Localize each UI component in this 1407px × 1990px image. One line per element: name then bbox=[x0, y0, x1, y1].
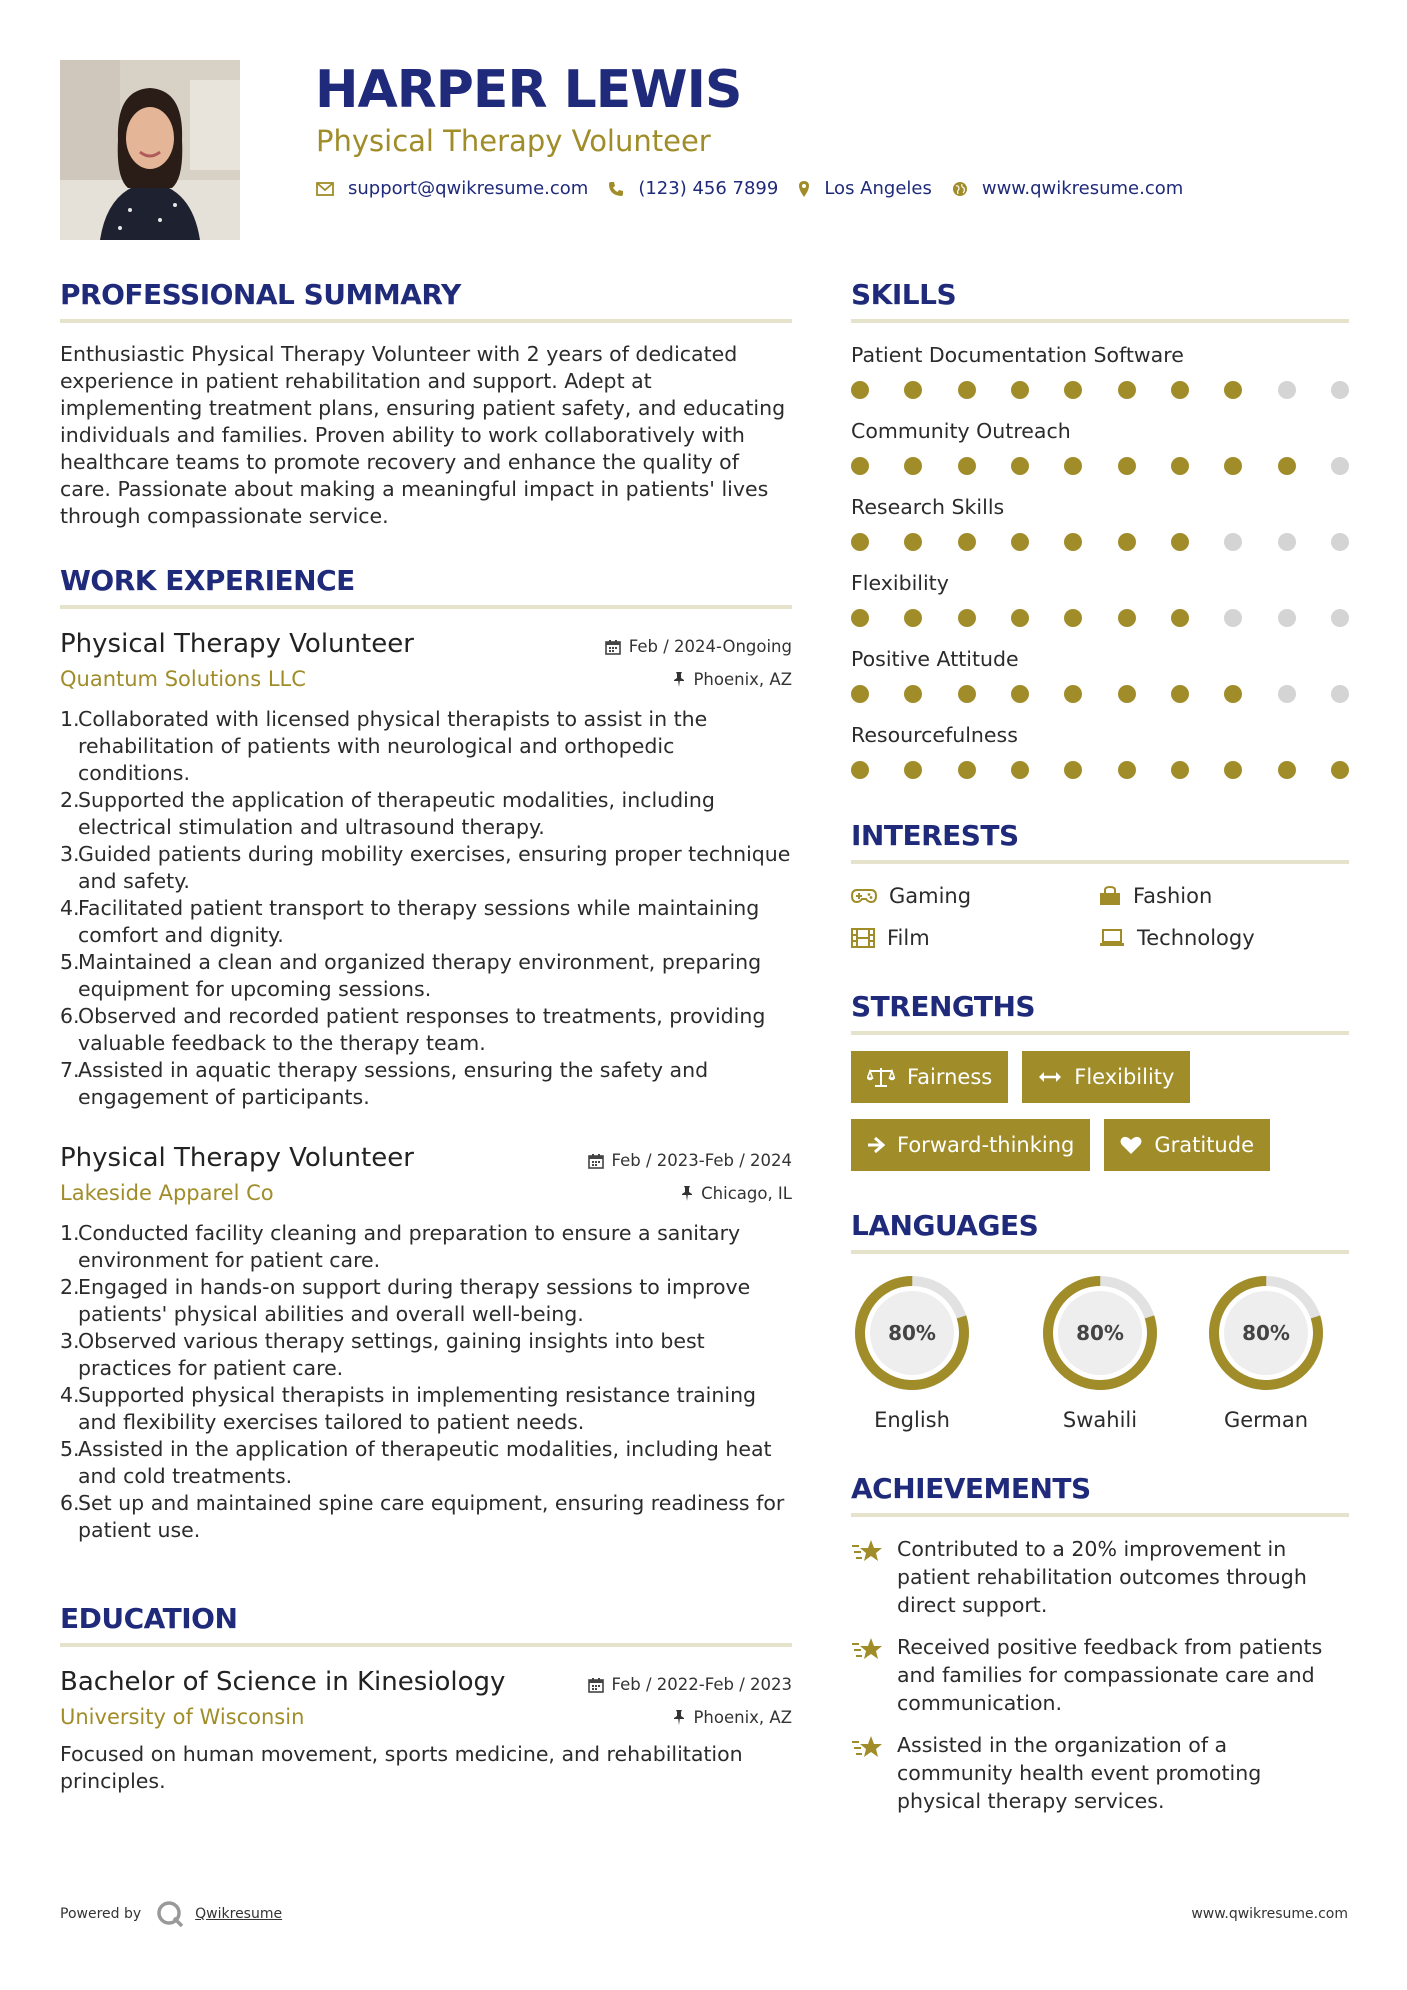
pushpin-icon bbox=[673, 671, 685, 687]
education-heading: EDUCATION bbox=[60, 1602, 792, 1647]
strengths-list bbox=[851, 1051, 1349, 1187]
rating-dot bbox=[851, 381, 869, 399]
achievement-text: Contributed to a 20% improvement in patient rehabilitation outcomes through direct support. bbox=[897, 1537, 1307, 1617]
rating-dot bbox=[1331, 761, 1349, 779]
company-name: Lakeside Apparel Co bbox=[60, 1181, 274, 1205]
rating-dot bbox=[1118, 533, 1136, 551]
strengths-heading: STRENGTHS bbox=[851, 990, 1349, 1035]
achievement-text: Assisted in the organization of a community health event promoting physical therapy services. bbox=[897, 1733, 1262, 1813]
balance-scale-icon bbox=[867, 1066, 895, 1088]
map-marker-icon bbox=[798, 180, 810, 198]
strength-label: Flexibility bbox=[1074, 1065, 1175, 1089]
interest-item bbox=[1099, 884, 1339, 908]
rating-dot bbox=[851, 685, 869, 703]
strength-label: Gratitude bbox=[1154, 1133, 1254, 1157]
right-column bbox=[851, 278, 1349, 1829]
rating-dot bbox=[1278, 761, 1296, 779]
education-description: Focused on human movement, sports medicine, and rehabilitation principles. bbox=[60, 1742, 743, 1793]
candidate-role: Physical Therapy Volunteer bbox=[316, 124, 711, 158]
rating-dot bbox=[851, 457, 869, 475]
list-item: 3. Guided patients during mobility exercises, ensuring proper technique and safety. bbox=[60, 842, 791, 893]
strengths-section bbox=[851, 990, 1349, 1187]
rating-dot bbox=[1171, 533, 1189, 551]
skill-item bbox=[851, 419, 1349, 475]
strength-label: Fairness bbox=[907, 1065, 993, 1089]
list-item: 5. Maintained a clean and organized therapy environment, preparing equipment for upcoming sessions. bbox=[60, 950, 762, 1001]
star-award-icon bbox=[851, 1733, 885, 1763]
rating-dot bbox=[1064, 533, 1082, 551]
contact-location bbox=[798, 178, 932, 199]
skill-name: Flexibility bbox=[851, 571, 949, 595]
rating-dot bbox=[1224, 685, 1242, 703]
language-item bbox=[1183, 1272, 1349, 1432]
rating-dot bbox=[1064, 457, 1082, 475]
skill-name: Research Skills bbox=[851, 495, 1005, 519]
list-item: 2. Engaged in hands-on support during therapy sessions to improve patients' physical abilities and overall well-being. bbox=[60, 1275, 751, 1326]
calendar-icon bbox=[588, 1153, 604, 1169]
brand-link[interactable]: Qwikresume bbox=[195, 1906, 283, 1922]
languages-list bbox=[851, 1272, 1349, 1432]
powered-by-text: Powered by bbox=[60, 1906, 142, 1922]
job-location bbox=[673, 670, 792, 689]
footer-website[interactable]: www.qwikresume.com bbox=[1191, 1906, 1348, 1922]
skill-rating bbox=[851, 381, 1349, 399]
dates-text: Feb / 2022-Feb / 2023 bbox=[611, 1675, 792, 1694]
skill-rating bbox=[851, 609, 1349, 627]
job-entry bbox=[60, 629, 792, 1111]
candidate-name: HARPER LEWIS bbox=[315, 60, 742, 120]
achievement-text: Received positive feedback from patients and families for compassionate care and communication. bbox=[897, 1635, 1323, 1715]
rating-dot bbox=[904, 533, 922, 551]
list-item: 4. Supported physical therapists in implementing resistance training and flexibility exercises tailored to patient needs. bbox=[60, 1383, 757, 1434]
summary-heading: PROFESSIONAL SUMMARY bbox=[60, 278, 792, 323]
achievement-item bbox=[851, 1731, 1349, 1815]
rating-dot bbox=[1064, 609, 1082, 627]
rating-dot bbox=[1278, 609, 1296, 627]
achievements-heading: ACHIEVEMENTS bbox=[851, 1472, 1349, 1517]
rating-dot bbox=[1224, 533, 1242, 551]
rating-dot bbox=[1011, 533, 1029, 551]
rating-dot bbox=[1278, 381, 1296, 399]
rating-dot bbox=[958, 457, 976, 475]
job-dates bbox=[605, 637, 792, 656]
rating-dot bbox=[1331, 685, 1349, 703]
work-heading: WORK EXPERIENCE bbox=[60, 564, 792, 609]
interests-section bbox=[851, 819, 1349, 950]
strength-chip bbox=[851, 1119, 1090, 1171]
location-text: Los Angeles bbox=[824, 178, 932, 199]
skill-item bbox=[851, 723, 1349, 779]
arrows-horizontal-icon bbox=[1038, 1070, 1062, 1084]
skill-rating bbox=[851, 457, 1349, 475]
rating-dot bbox=[1171, 381, 1189, 399]
language-name: English bbox=[874, 1408, 950, 1432]
rating-dot bbox=[1278, 457, 1296, 475]
skill-rating bbox=[851, 685, 1349, 703]
film-icon bbox=[851, 928, 875, 948]
language-name: German bbox=[1223, 1408, 1309, 1432]
list-item: 4. Facilitated patient transport to therapy sessions while maintaining comfort and dignity. bbox=[60, 896, 760, 947]
arrow-right-icon bbox=[867, 1136, 885, 1154]
work-section bbox=[60, 564, 792, 1544]
list-item: 7. Assisted in aquatic therapy sessions, ensuring the safety and engagement of participants. bbox=[60, 1058, 709, 1109]
list-item: 6. Observed and recorded patient responses to treatments, providing valuable feedback to the therapy team. bbox=[60, 1004, 766, 1055]
languages-heading: LANGUAGES bbox=[851, 1209, 1349, 1254]
education-section bbox=[60, 1602, 792, 1795]
rating-dot bbox=[1011, 381, 1029, 399]
rating-dot bbox=[1118, 457, 1136, 475]
contact-website[interactable] bbox=[952, 178, 1183, 199]
skill-rating bbox=[851, 761, 1349, 779]
list-item: 1. Conducted facility cleaning and preparation to ensure a sanitary environment for patient care. bbox=[60, 1221, 741, 1272]
calendar-icon bbox=[605, 639, 621, 655]
rating-dot bbox=[1224, 381, 1242, 399]
dates-text: Feb / 2024-Ongoing bbox=[628, 637, 792, 656]
rating-dot bbox=[904, 457, 922, 475]
rating-dot bbox=[1171, 609, 1189, 627]
rating-dot bbox=[1011, 761, 1029, 779]
skills-section bbox=[851, 278, 1349, 779]
rating-dot bbox=[958, 533, 976, 551]
website-text: www.qwikresume.com bbox=[981, 178, 1184, 199]
shopping-bag-icon bbox=[1099, 886, 1121, 906]
achievement-item bbox=[851, 1633, 1349, 1717]
skill-item bbox=[851, 571, 1349, 627]
rating-dot bbox=[1011, 685, 1029, 703]
phone-icon bbox=[608, 181, 624, 197]
strength-chip bbox=[1104, 1119, 1270, 1171]
rating-dot bbox=[1278, 533, 1296, 551]
rating-dot bbox=[958, 609, 976, 627]
interest-label: Fashion bbox=[1133, 884, 1213, 908]
skill-name: Patient Documentation Software bbox=[851, 343, 1184, 367]
interest-label: Gaming bbox=[889, 884, 972, 908]
rating-dot bbox=[958, 381, 976, 399]
rating-dot bbox=[1118, 381, 1136, 399]
strength-label: Forward-thinking bbox=[897, 1133, 1075, 1157]
skill-item bbox=[851, 343, 1349, 399]
laptop-icon bbox=[1099, 929, 1125, 947]
list-item: 1. Collaborated with licensed physical therapists to assist in the rehabilitation of patients with neurological and orthopedic conditions. bbox=[60, 707, 708, 785]
job-title: Physical Therapy Volunteer bbox=[60, 1143, 414, 1173]
rating-dot bbox=[958, 761, 976, 779]
list-item: 5. Assisted in the application of therapeutic modalities, including heat and cold treatments. bbox=[60, 1437, 772, 1488]
rating-dot bbox=[904, 761, 922, 779]
education-dates bbox=[588, 1675, 792, 1694]
rating-dot bbox=[1064, 761, 1082, 779]
job-dates bbox=[588, 1151, 792, 1170]
interest-label: Film bbox=[887, 926, 930, 950]
rating-dot bbox=[1171, 685, 1189, 703]
strength-chip bbox=[1022, 1051, 1190, 1103]
language-name: Swahili bbox=[1062, 1408, 1138, 1432]
rating-dot bbox=[851, 609, 869, 627]
rating-dot bbox=[958, 685, 976, 703]
interests-heading: INTERESTS bbox=[851, 819, 1349, 864]
skills-list bbox=[851, 343, 1349, 779]
summary-section bbox=[60, 278, 792, 530]
language-item bbox=[1017, 1272, 1183, 1432]
skills-heading: SKILLS bbox=[851, 278, 1349, 323]
location-text: Phoenix, AZ bbox=[693, 669, 792, 689]
left-column bbox=[60, 278, 792, 1795]
interest-label: Technology bbox=[1137, 926, 1255, 950]
job-bullets bbox=[60, 706, 792, 1111]
pushpin-icon bbox=[673, 1709, 685, 1725]
rating-dot bbox=[851, 533, 869, 551]
list-item: 3. Observed various therapy settings, gaining insights into best practices for patient care. bbox=[60, 1329, 705, 1380]
calendar-icon bbox=[588, 1677, 604, 1693]
skill-item bbox=[851, 495, 1349, 551]
languages-section bbox=[851, 1209, 1349, 1432]
rating-dot bbox=[1224, 609, 1242, 627]
phone-text: (123) 456 7899 bbox=[638, 178, 779, 199]
achievements-list bbox=[851, 1535, 1349, 1815]
profile-photo bbox=[60, 60, 240, 240]
skill-name: Positive Attitude bbox=[851, 647, 1019, 671]
school-name: University of Wisconsin bbox=[60, 1705, 305, 1729]
skill-item bbox=[851, 647, 1349, 703]
heart-icon bbox=[1120, 1135, 1142, 1155]
interest-item bbox=[851, 884, 1099, 908]
rating-dot bbox=[1011, 457, 1029, 475]
rating-dot bbox=[1331, 457, 1349, 475]
rating-dot bbox=[1224, 761, 1242, 779]
skill-name: Community Outreach bbox=[851, 419, 1071, 443]
email-text: support@qwikresume.com bbox=[348, 178, 589, 199]
list-item: 6. Set up and maintained spine care equipment, ensuring readiness for patient use. bbox=[60, 1491, 785, 1542]
achievements-section bbox=[851, 1472, 1349, 1815]
rating-dot bbox=[1011, 609, 1029, 627]
language-ring bbox=[851, 1272, 973, 1394]
rating-dot bbox=[1331, 381, 1349, 399]
rating-dot bbox=[1118, 609, 1136, 627]
rating-dot bbox=[1331, 609, 1349, 627]
pushpin-icon bbox=[681, 1185, 693, 1201]
location-text: Chicago, IL bbox=[701, 1183, 792, 1203]
language-percent: 80% bbox=[1076, 1321, 1124, 1345]
rating-dot bbox=[1064, 381, 1082, 399]
strength-chip bbox=[851, 1051, 1008, 1103]
achievement-item bbox=[851, 1535, 1349, 1619]
rating-dot bbox=[1064, 685, 1082, 703]
interest-item bbox=[1099, 926, 1339, 950]
rating-dot bbox=[904, 609, 922, 627]
language-item bbox=[851, 1272, 1017, 1432]
interests-grid bbox=[851, 884, 1349, 950]
rating-dot bbox=[1118, 761, 1136, 779]
job-title: Physical Therapy Volunteer bbox=[60, 629, 414, 659]
gamepad-icon bbox=[851, 888, 877, 904]
job-entry bbox=[60, 1143, 792, 1544]
location-text: Phoenix, AZ bbox=[693, 1707, 792, 1727]
rating-dot bbox=[1171, 761, 1189, 779]
rating-dot bbox=[1331, 533, 1349, 551]
education-entry bbox=[60, 1667, 792, 1795]
qwikresume-logo-icon bbox=[155, 1899, 185, 1929]
summary-text: Enthusiastic Physical Therapy Volunteer with 2 years of dedicated experience in patient rehabilitation and support. Adept at implementing treatment plans, ensuring patient safety, and educating individuals and families. Proven ability to work collaboratively with healthcare teams to promote recovery and enhance the quality of care. Passionate about making a meaningful impact in patients' lives through compassionate service. bbox=[60, 342, 786, 528]
rating-dot bbox=[1118, 685, 1136, 703]
language-ring bbox=[1205, 1272, 1327, 1394]
language-percent: 80% bbox=[1242, 1321, 1290, 1345]
language-percent: 80% bbox=[888, 1321, 936, 1345]
education-location bbox=[673, 1708, 792, 1727]
interest-item bbox=[851, 926, 1099, 950]
globe-icon bbox=[952, 181, 968, 197]
dates-text: Feb / 2023-Feb / 2024 bbox=[611, 1151, 792, 1170]
contact-email[interactable] bbox=[316, 178, 588, 199]
company-name: Quantum Solutions LLC bbox=[60, 667, 306, 691]
rating-dot bbox=[1171, 457, 1189, 475]
job-location bbox=[681, 1184, 792, 1203]
star-award-icon bbox=[851, 1537, 885, 1567]
skill-rating bbox=[851, 533, 1349, 551]
contact-bar bbox=[316, 178, 1203, 199]
rating-dot bbox=[904, 685, 922, 703]
rating-dot bbox=[1224, 457, 1242, 475]
footer-powered bbox=[60, 1899, 282, 1929]
degree-title: Bachelor of Science in Kinesiology bbox=[60, 1667, 506, 1697]
envelope-icon bbox=[316, 182, 334, 196]
star-award-icon bbox=[851, 1635, 885, 1665]
contact-phone[interactable] bbox=[608, 178, 778, 199]
language-ring bbox=[1039, 1272, 1161, 1394]
rating-dot bbox=[1278, 685, 1296, 703]
job-bullets bbox=[60, 1220, 792, 1544]
skill-name: Resourcefulness bbox=[851, 723, 1018, 747]
rating-dot bbox=[851, 761, 869, 779]
list-item: 2. Supported the application of therapeutic modalities, including electrical stimulation and ultrasound therapy. bbox=[60, 788, 715, 839]
rating-dot bbox=[904, 381, 922, 399]
